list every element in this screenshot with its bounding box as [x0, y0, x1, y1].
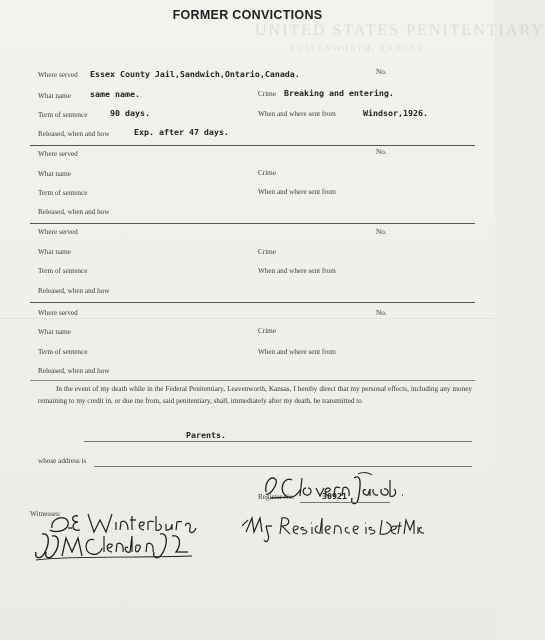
residence-note [240, 514, 425, 544]
crime-label: Crime [258, 248, 276, 256]
what-name-label: What name [38, 92, 71, 100]
what-name-label: What name [38, 248, 71, 256]
address-label: whose address is [38, 457, 87, 465]
what-name-value: same name. [90, 89, 140, 99]
register-line [300, 502, 390, 503]
crime-label: Crime [258, 169, 276, 177]
sent-from-label: When and where sent from [258, 188, 336, 196]
sent-from-label: When and where sent from [258, 267, 336, 275]
witnesses-label: Witnesses: [30, 510, 61, 518]
witness-signature-2-graphic [32, 530, 217, 562]
crime-value: Breaking and entering. [284, 88, 394, 98]
register-label: Register No. [258, 493, 295, 501]
released-label: Released, when and how [38, 287, 110, 295]
where-served-value: Essex County Jail,Sandwich,Ontario,Canada. [90, 69, 300, 79]
what-name-label: What name [38, 328, 71, 336]
divider-1 [30, 145, 475, 146]
sent-from-value: Windsor,1926. [363, 108, 428, 118]
no-label: No. [376, 309, 387, 317]
death-clause-text: In the event of my death while in the Federal Penitentiary, Leavenworth, Kansas, I hereby direct that my personal effects, including any money remaining to my credit in, or due me from, said penitentiary, shall, immediately after my death, be transmitted to [38, 385, 472, 406]
no-label: No. [376, 228, 387, 236]
address-line [94, 466, 472, 467]
background-heading: UNITED STATES PENITENTIARY [255, 22, 545, 39]
divider-2 [30, 223, 475, 224]
sent-from-label: When and where sent from [258, 110, 336, 118]
where-served-label: Where served [38, 150, 78, 158]
term-label: Term of sentence [38, 348, 88, 356]
background-subheading: LEAVENWORTH, KANSAS [290, 44, 424, 53]
no-label: No. [376, 148, 387, 156]
recipient-line [84, 441, 472, 442]
divider-4 [30, 380, 475, 381]
effects-recipient: Parents. [186, 430, 226, 440]
released-label: Released, when and how [38, 208, 110, 216]
term-label: Term of sentence [38, 189, 88, 197]
released-label: Released, when and how [38, 367, 110, 375]
register-number: 30921 [322, 491, 347, 501]
where-served-label: Where served [38, 228, 78, 236]
where-served-label: Where served [38, 71, 78, 79]
divider-3 [30, 302, 475, 303]
witness-signature-2 [32, 530, 217, 562]
where-served-label: Where served [38, 309, 78, 317]
what-name-label: What name [38, 170, 71, 178]
crime-label: Crime [258, 90, 276, 98]
form-title: FORMER CONVICTIONS [172, 8, 323, 22]
no-label: No. [376, 68, 387, 76]
released-label: Released, when and how [38, 130, 110, 138]
residence-note-graphic [240, 514, 425, 544]
released-value: Exp. after 47 days. [134, 127, 229, 137]
term-label: Term of sentence [38, 267, 88, 275]
page-fold [0, 318, 495, 319]
crime-label: Crime [258, 327, 276, 335]
term-label: Term of sentence [38, 111, 88, 119]
sent-from-label: When and where sent from [258, 348, 336, 356]
term-value: 90 days. [110, 108, 150, 118]
